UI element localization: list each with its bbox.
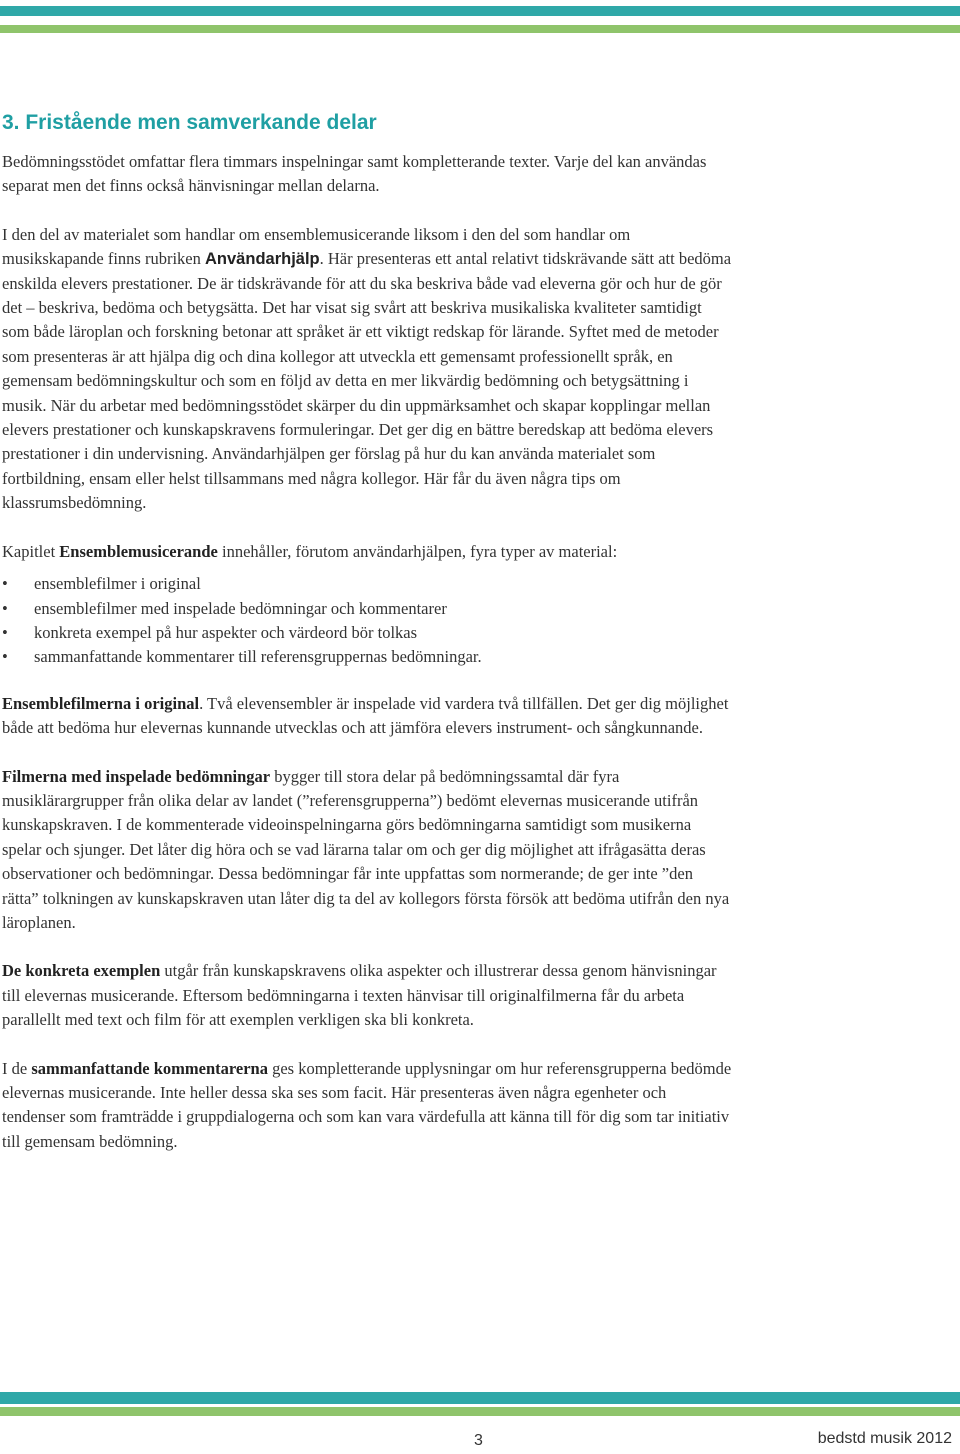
list-item: • ensemblefilmer i original	[2, 572, 732, 596]
bold-term-anvandarhjalp: Användarhjälp	[205, 250, 320, 269]
text-run: innehåller, förutom användarhjälpen, fyra typer av material:	[217, 541, 618, 561]
list-item: • konkreta exempel på hur aspekter och värdeord bör tolkas	[2, 621, 732, 645]
top-green-stripe	[0, 25, 960, 33]
paragraph-konkreta-exemplen	[2, 959, 732, 1032]
page-number: 3	[474, 1432, 483, 1449]
bottom-green-stripe	[0, 1407, 960, 1416]
bold-term-sammanfattande: sammanfattande kommentarerna	[31, 1058, 268, 1078]
bold-term-filmerna: Filmerna med inspelade bedömningar	[2, 766, 271, 786]
bold-term-konkreta-exemplen: De konkreta exemplen	[2, 961, 161, 981]
material-list	[2, 572, 732, 670]
bold-term-ensemblefilmerna: Ensemblefilmerna i original	[2, 693, 200, 713]
bottom-decorative-band	[0, 1388, 960, 1418]
top-decorative-band	[0, 0, 960, 36]
text-run: . Två elevensembler är inspelade vid vardera två tillfällen. Det ger dig möjlighet både att bedöma hur elevernas kunnande utvecklas och att jämföra elevers instrument- och sångkunnande.	[2, 693, 729, 738]
text-run: I den del av materialet som handlar om ensemblemusicerande liksom i den del som handlar om musikskapande finns rubriken	[2, 224, 631, 269]
text-run: I de	[2, 1058, 32, 1078]
section-heading: 3. Fristående men samverkande delar	[2, 111, 377, 134]
text-run: utgår från kunskapskravens olika aspekter och illustrerar dessa genom hänvisningar till elevernas musicerande. Eftersom bedömningarna i texten hänvisar till originalfilmerna får du arbeta parallellt med text och film för att exemplen verkligen ska bli konkreta.	[2, 961, 717, 1030]
text-run: ges kompletterande upplysningar om hur referensgrupperna bedömde elevernas musicerande. Inte heller dessa ska ses som facit. Här presenteras även några egenheter och tendenser som framträdde i gruppdialogerna och som kan vara värdefulla att känna till för dig som tar initiativ till gemensam bedömning.	[2, 1058, 732, 1151]
paragraph-kapitlet	[2, 540, 732, 564]
paragraph-sammanfattande	[2, 1057, 732, 1155]
top-teal-stripe	[0, 6, 960, 16]
paragraph-ensemblefilmerna	[2, 692, 732, 741]
paragraph-intro: Bedömningsstödet omfattar flera timmars inspelningar samt kompletterande texter. Varje del kan användas separat men det finns också hänvisningar mellan delarna.	[2, 152, 707, 196]
paragraph-anvandarhjalp	[2, 223, 732, 516]
text-run: . Här presenteras ett antal relativt tidskrävande sätt att bedöma enskilda elevers prestationer. De är tidskrävande för att du ska beskriva både vad eleverna gör och hur de gör det – beskriva, bedöma och betygsätta. Det har visat sig svårt att beskriva musikaliska kvaliteter samtidigt som både läroplan och forskning betonar att språket är ett viktigt redskap för lärande. Syftet med de metoder som presenteras är att hjälpa dig och dina kollegor att utveckla ett gemensamt professionellt språk, en gemensam bedömningskultur och som en följd av detta en mer likvärdig bedömning och betygsättning i musik. När du arbetar med bedömningsstödet skärper du din uppmärksamhet och skapar kopplingar mellan elevers prestationer och kunskapskravens formuleringar. Det ger dig en bättre beredskap att bedöma elevers prestationer i din undervisning. Användarhjälpen ger förslag på hur du kan använda materialet som fortbildning, ensam eller helst tillsammans med några kollegor. Här får du även några tips om klassrumsbedömning.	[2, 249, 732, 513]
bold-term-ensemblemusicerande: Ensemblemusicerande	[59, 541, 218, 561]
bottom-teal-stripe	[0, 1392, 960, 1404]
footer-brand: bedstd musik 2012	[817, 1430, 952, 1447]
paragraph-filmerna	[2, 765, 732, 936]
page-content	[2, 110, 732, 1178]
list-item: • sammanfattande kommentarer till referensgruppernas bedömningar.	[2, 645, 732, 669]
text-run: Kapitlet	[2, 541, 60, 561]
list-item: • ensemblefilmer med inspelade bedömningar och kommentarer	[2, 597, 732, 621]
text-run: bygger till stora delar på bedömningssamtal där fyra musiklärargrupper från olika delar av landet (”referensgrupperna”) bedömt elevernas musicerande utifrån kunskapskraven. I de kommenterade videoinspelningarna görs bedömningarna samtidigt som musikerna spelar och sjunger. Det låter dig höra och se vad lärarna talar om och ger dig möjlighet att ifrågasätta deras observationer och bedömningar. Dessa bedömningar får inte uppfattas som normerande; de ger inte ”den rätta” tolkningen av kunskapskraven utan låter dig ta del av kollegors första försök att bedöma utifrån den nya läroplanen.	[2, 766, 730, 932]
